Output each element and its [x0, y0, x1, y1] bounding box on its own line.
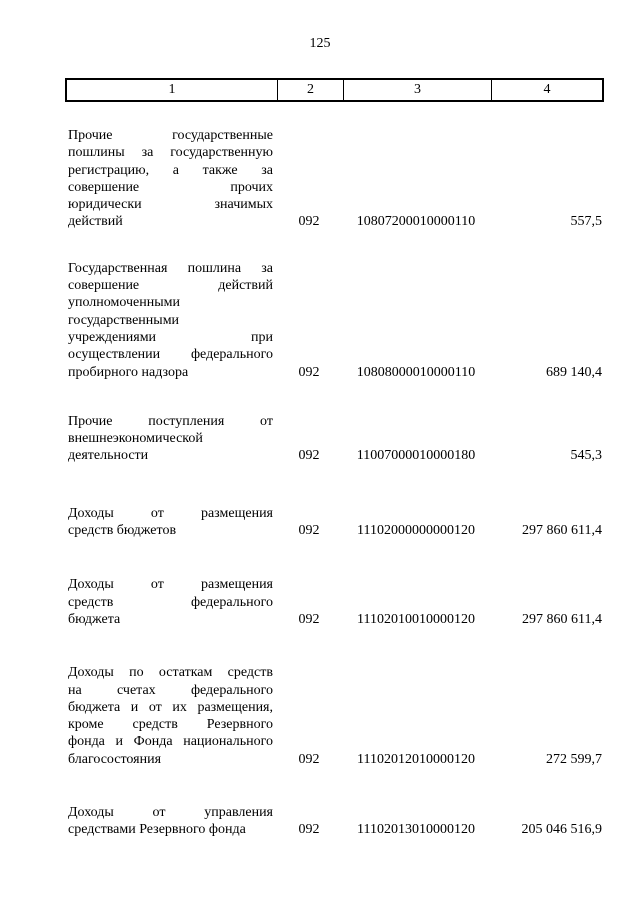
row-amount: 272 599,7: [546, 751, 602, 767]
row-name-line: средств федерального: [68, 594, 273, 610]
table-row: [65, 505, 604, 540]
row-name-line: юридически значимых: [68, 197, 273, 213]
row-name-line: государственными: [68, 312, 180, 328]
row-budget-code: 10807200010000110: [356, 214, 476, 230]
row-amount: 297 860 611,4: [522, 611, 602, 627]
row-name-line: благосостояния: [68, 751, 162, 767]
row-name-line: учреждениями при: [68, 329, 273, 345]
row-name-line: Доходы по остаткам средств: [68, 665, 273, 681]
row-amount: 205 046 516,9: [521, 822, 602, 838]
row-admin-code: 092: [298, 364, 320, 380]
row-budget-code: 10808000010000110: [356, 364, 476, 380]
row-amount: 545,3: [570, 448, 602, 464]
table-row: [65, 127, 604, 231]
row-name-line: осуществлении федерального: [68, 347, 273, 363]
table-header-col-1: 1: [67, 80, 278, 100]
row-name-line: Доходы от управления: [68, 805, 273, 821]
row-name-line: действий: [68, 214, 123, 230]
table-row: [65, 260, 604, 381]
row-name-line: регистрацию, а также за: [68, 162, 273, 178]
row-name-line: средствами Резервного фонда: [68, 822, 246, 838]
row-name-line: кроме средств Резервного: [68, 717, 273, 733]
table-header-col-2: 2: [278, 80, 344, 100]
row-name-line: совершение прочих: [68, 179, 273, 195]
row-name-line: пошлины за государственную: [68, 145, 273, 161]
page-number: 125: [309, 36, 331, 51]
row-admin-code: 092: [298, 214, 320, 230]
row-budget-code: 11007000010000180: [356, 448, 476, 464]
row-amount: 557,5: [570, 214, 602, 230]
row-admin-code: 092: [298, 822, 320, 838]
table-row: [65, 413, 604, 465]
row-name-line: средств бюджетов: [68, 523, 177, 539]
row-name-cell: [65, 664, 276, 768]
row-name-cell: [65, 804, 276, 839]
table-row: [65, 804, 604, 839]
row-name-cell: [65, 413, 276, 465]
row-name-line: фонда и Фонда национального: [68, 734, 273, 750]
row-admin-code: 092: [298, 751, 320, 767]
table-body: [65, 127, 604, 839]
row-budget-code: 11102012010000120: [357, 751, 475, 767]
table-row: [65, 664, 604, 768]
row-name-line: деятельности: [68, 448, 149, 464]
row-name-line: внешнеэкономической: [68, 431, 203, 447]
table-row: [65, 576, 604, 628]
row-name-line: Прочие государственные: [68, 128, 273, 143]
table-header-row: [65, 78, 604, 102]
table-header-col-3: 3: [344, 80, 492, 100]
row-name-line: на счетах федерального: [68, 682, 273, 698]
row-name-line: бюджета: [68, 611, 121, 627]
row-name-line: уполномоченными: [68, 295, 181, 311]
budget-revenue-table: [65, 78, 604, 839]
row-amount: 297 860 611,4: [522, 523, 602, 539]
row-name-line: бюджета и от их размещения,: [68, 699, 273, 715]
row-admin-code: 092: [298, 523, 320, 539]
row-amount: 689 140,4: [546, 364, 602, 380]
row-name-line: Доходы от размещения: [68, 577, 273, 593]
row-admin-code: 092: [298, 448, 320, 464]
row-name-line: пробирного надзора: [68, 364, 189, 380]
row-name-cell: [65, 576, 276, 628]
row-name-cell: [65, 505, 276, 540]
row-budget-code: 11102000000000120: [357, 523, 475, 539]
row-admin-code: 092: [298, 611, 320, 627]
row-name-line: совершение действий: [68, 278, 273, 294]
row-name-line: Доходы от размещения: [68, 505, 273, 521]
row-name-line: Прочие поступления от: [68, 413, 273, 429]
row-name-cell: [65, 260, 276, 381]
row-name-line: Государственная пошлина за: [68, 260, 273, 276]
row-budget-code: 11102010010000120: [357, 611, 475, 627]
row-name-cell: [65, 127, 276, 231]
row-budget-code: 11102013010000120: [357, 822, 475, 838]
table-header-col-4: 4: [543, 82, 551, 97]
